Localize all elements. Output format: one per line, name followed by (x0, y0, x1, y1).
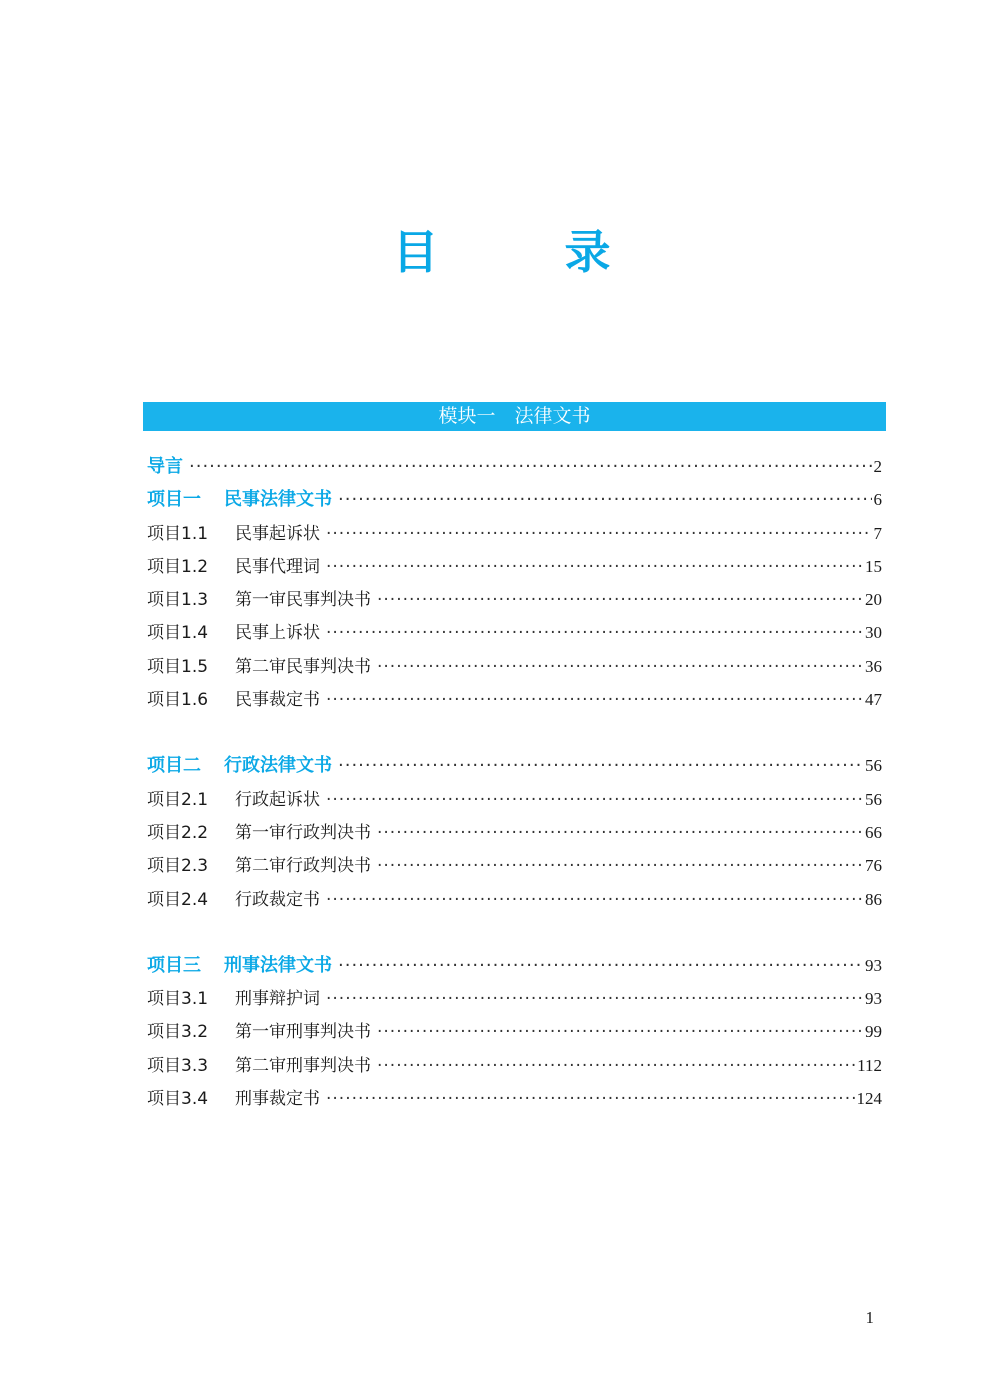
item-title: 民事起诉状 (235, 523, 320, 544)
section-number: 项目三 (147, 954, 201, 976)
dot-leader (377, 817, 863, 850)
item-title: 第一审刑事判决书 (235, 1022, 371, 1043)
toc-page-number: 36 (865, 656, 882, 676)
toc-page-number: 124 (856, 1089, 882, 1109)
item-title: 刑事辩护词 (235, 989, 320, 1010)
toc-page-number: 56 (865, 789, 882, 809)
table-of-contents (147, 450, 882, 1115)
toc-entry-intro[interactable] (147, 450, 882, 483)
toc-page-number: 93 (865, 955, 882, 975)
dot-leader (338, 749, 863, 782)
toc-entry[interactable] (147, 1082, 882, 1115)
dot-leader (326, 884, 863, 917)
section-spacer (147, 916, 882, 949)
module-header: 模块一 法律文书 (143, 402, 886, 431)
item-title: 第二审民事判决书 (235, 656, 371, 677)
toc-section[interactable] (147, 483, 882, 516)
item-number: 项目3.1 (147, 989, 209, 1010)
dot-leader (326, 1083, 855, 1116)
item-number: 项目2.3 (147, 856, 209, 877)
toc-page-number: 30 (865, 623, 882, 643)
toc-page-number: 76 (865, 856, 882, 876)
item-title: 行政起诉状 (235, 789, 320, 810)
toc-entry[interactable] (147, 1015, 882, 1048)
item-number: 项目2.4 (147, 889, 209, 910)
section-title: 民事法律文书 (224, 489, 332, 511)
item-number: 项目1.5 (147, 656, 209, 677)
item-number: 项目1.4 (147, 623, 209, 644)
toc-page-number: 86 (865, 889, 882, 909)
item-number: 项目2.1 (147, 789, 209, 810)
toc-entry[interactable] (147, 849, 882, 882)
page-title: 目 录 (392, 225, 651, 279)
item-number: 项目3.4 (147, 1089, 209, 1110)
toc-page-number: 56 (865, 756, 882, 776)
toc-section[interactable] (147, 949, 882, 982)
item-number: 项目3.2 (147, 1022, 209, 1043)
toc-entry-title: 导言 (147, 456, 183, 477)
section-title: 行政法律文书 (224, 755, 332, 777)
toc-page-number: 6 (873, 490, 882, 510)
toc-entry[interactable] (147, 783, 882, 816)
dot-leader (326, 551, 863, 584)
toc-entry[interactable] (147, 1049, 882, 1082)
toc-page-number: 99 (865, 1022, 882, 1042)
toc-page-number: 7 (873, 523, 882, 543)
item-title: 第一审民事判决书 (235, 590, 371, 611)
toc-entry[interactable] (147, 517, 882, 550)
dot-leader (377, 1016, 863, 1049)
item-title: 民事上诉状 (235, 623, 320, 644)
dot-leader (326, 784, 863, 817)
dot-leader (189, 450, 872, 483)
dot-leader (377, 1050, 855, 1083)
toc-section[interactable] (147, 749, 882, 782)
dot-leader (338, 483, 872, 516)
toc-entry[interactable] (147, 550, 882, 583)
section-number: 项目一 (147, 489, 201, 511)
item-number: 项目1.6 (147, 690, 209, 711)
toc-entry[interactable] (147, 816, 882, 849)
section-title: 刑事法律文书 (224, 954, 332, 976)
item-number: 项目2.2 (147, 822, 209, 843)
item-title: 第一审行政判决书 (235, 822, 371, 843)
toc-entry[interactable] (147, 883, 882, 916)
dot-leader (377, 584, 863, 617)
item-title: 第二审刑事判决书 (235, 1055, 371, 1076)
toc-entry[interactable] (147, 650, 882, 683)
item-title: 民事代理词 (235, 556, 320, 577)
item-number: 项目1.1 (147, 523, 209, 544)
toc-page-number: 93 (865, 989, 882, 1009)
toc-page-number: 15 (865, 556, 882, 576)
toc-entry[interactable] (147, 982, 882, 1015)
dot-leader (326, 518, 872, 551)
dot-leader (326, 617, 863, 650)
page-number: 1 (865, 1308, 874, 1327)
toc-page-number: 112 (857, 1055, 882, 1075)
item-title: 第二审行政判决书 (235, 856, 371, 877)
toc-entry[interactable] (147, 683, 882, 716)
dot-leader (338, 949, 863, 982)
dot-leader (377, 850, 863, 883)
dot-leader (377, 651, 863, 684)
toc-page-number: 2 (873, 457, 882, 476)
item-number: 项目3.3 (147, 1055, 209, 1076)
item-number: 项目1.2 (147, 556, 209, 577)
item-title: 民事裁定书 (235, 690, 320, 711)
dot-leader (326, 684, 863, 717)
toc-page-number: 20 (865, 590, 882, 610)
toc-page-number: 47 (865, 690, 882, 710)
item-number: 项目1.3 (147, 590, 209, 611)
toc-page-number: 66 (865, 822, 882, 842)
item-title: 刑事裁定书 (235, 1089, 320, 1110)
section-number: 项目二 (147, 755, 201, 777)
toc-entry[interactable] (147, 583, 882, 616)
dot-leader (326, 983, 863, 1016)
toc-entry[interactable] (147, 616, 882, 649)
item-title: 行政裁定书 (235, 889, 320, 910)
section-spacer (147, 716, 882, 749)
